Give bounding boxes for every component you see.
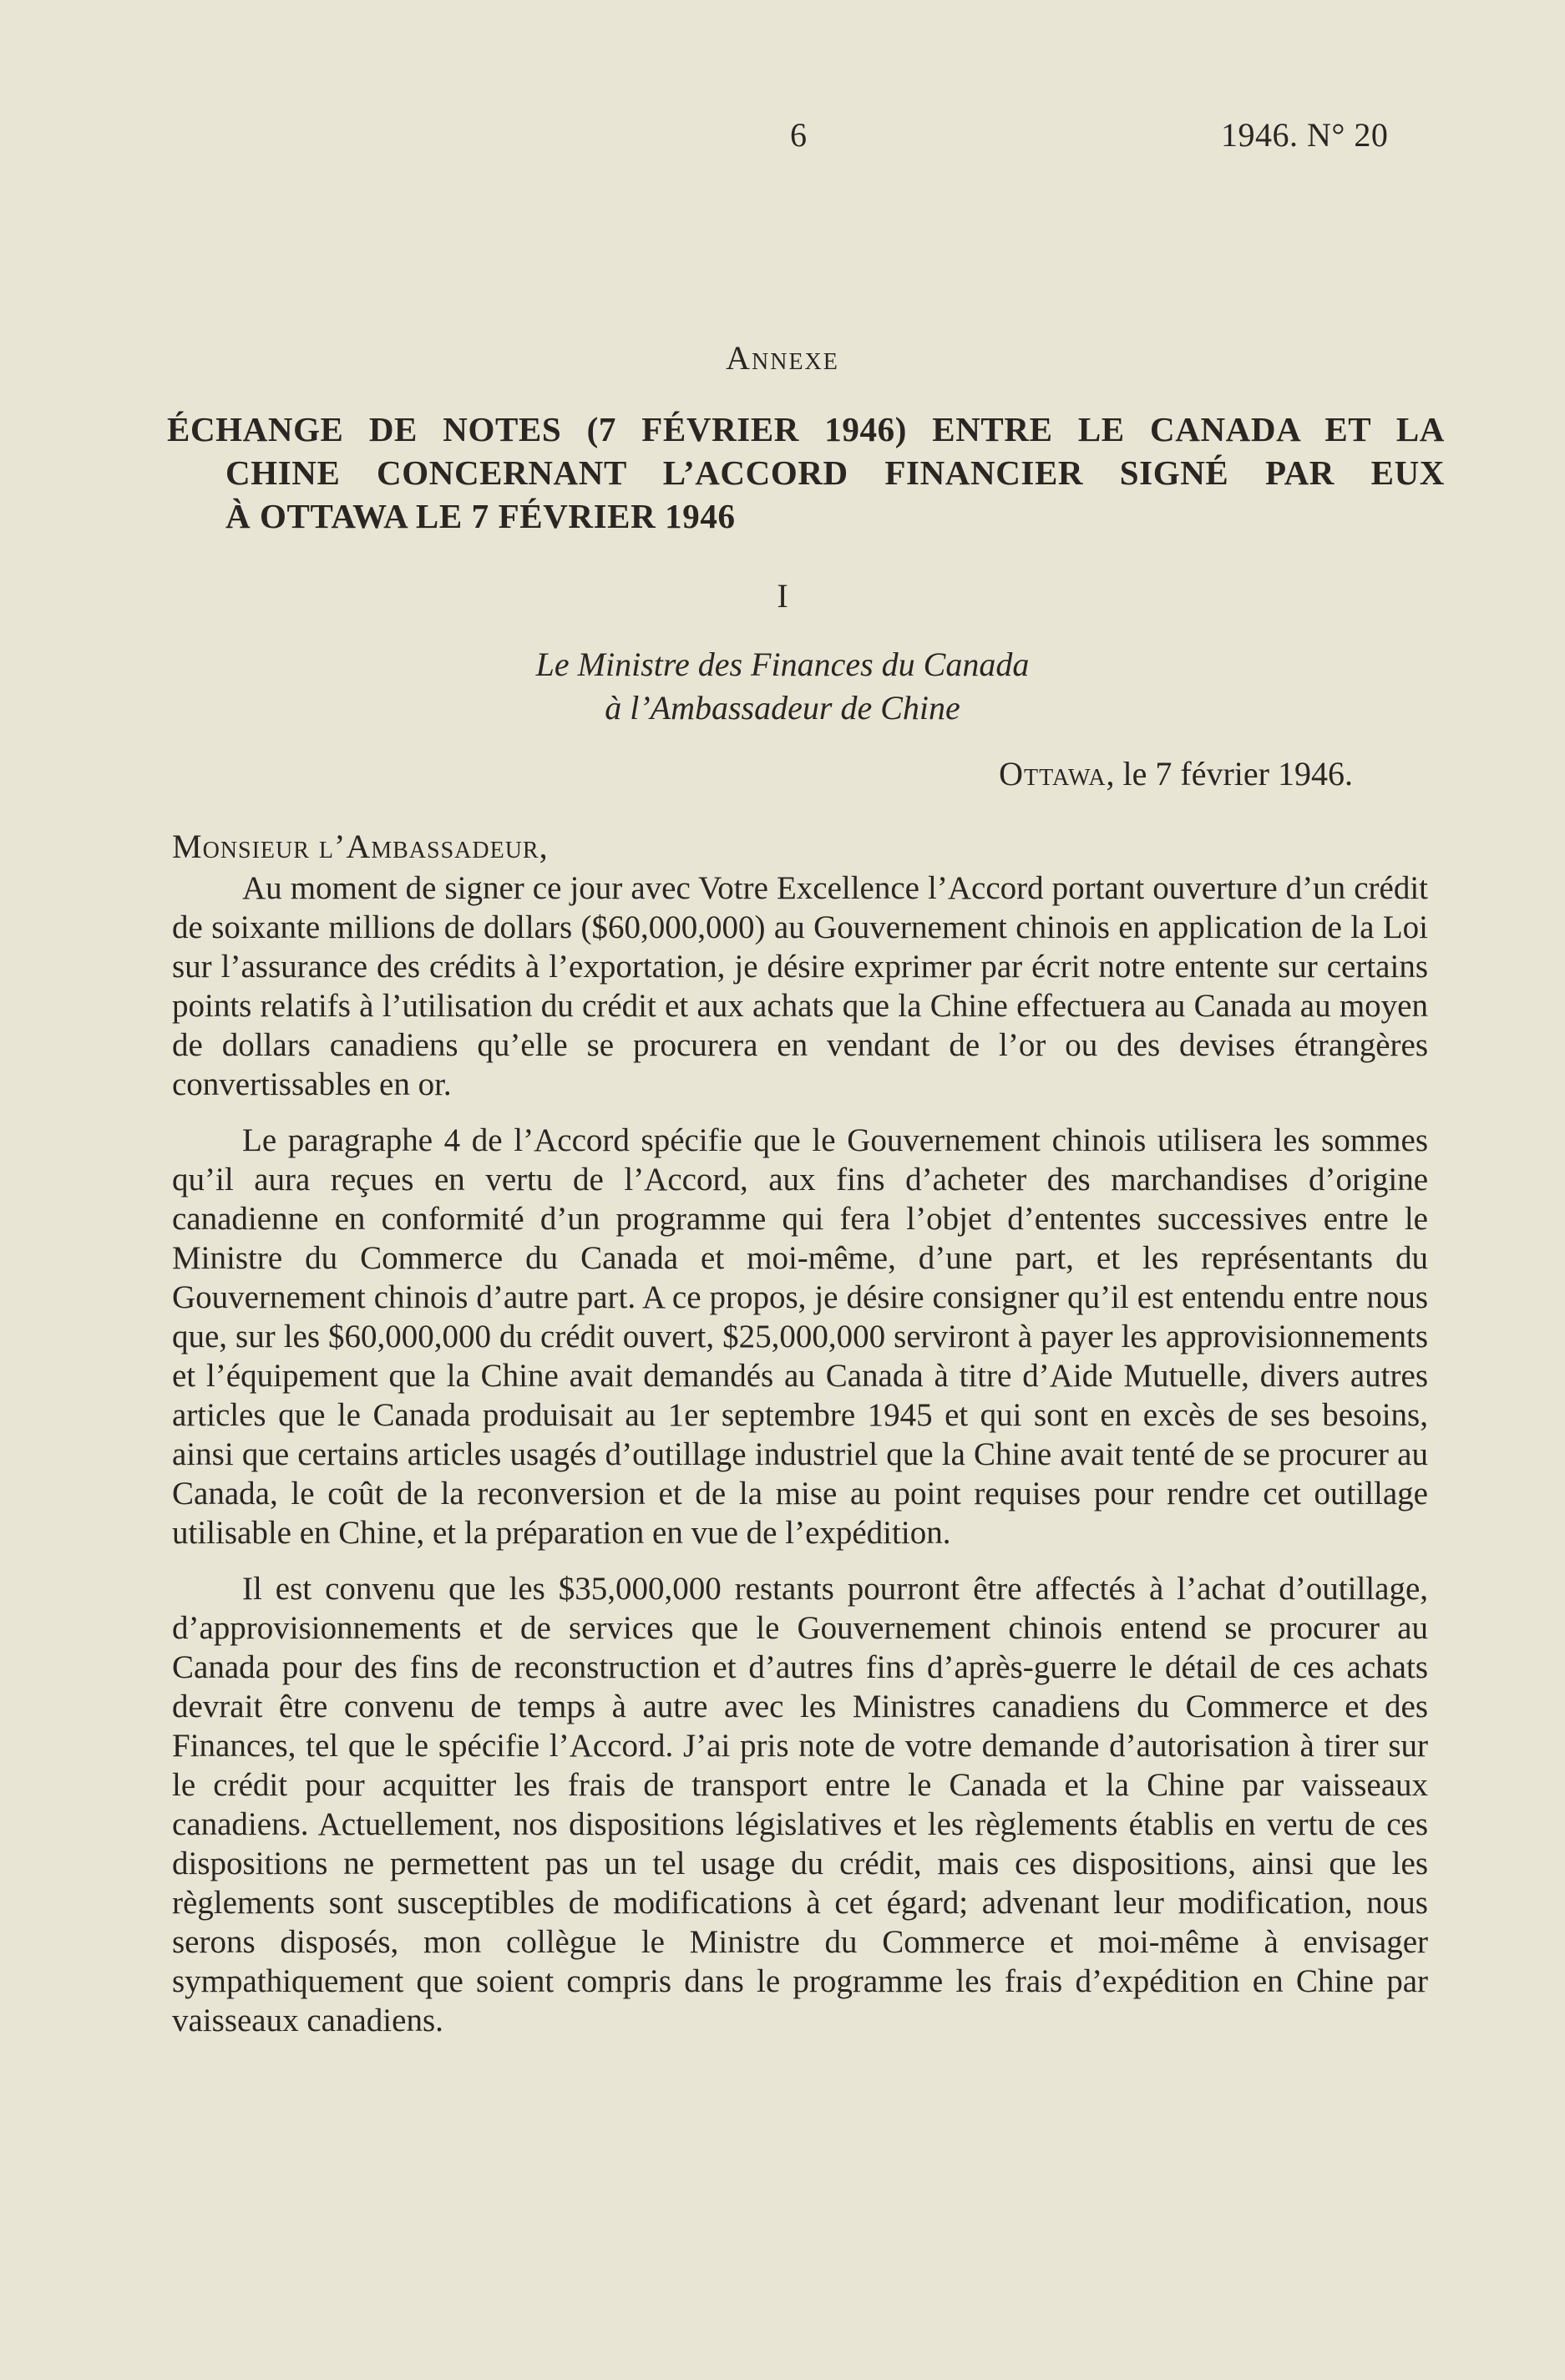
letter-place: Ottawa [999, 755, 1107, 792]
letter-date: , le 7 février 1946. [1106, 755, 1353, 792]
document-reference: 1946. N° 20 [1221, 116, 1389, 154]
letter-recipient: à l’Ambassadeur de Chine [605, 689, 960, 727]
letter-body [172, 868, 1428, 2040]
letter-dateline [999, 754, 1353, 793]
paragraph-1: Au moment de signer ce jour avec Votre Excellence l’Accord portant ouverture d’un crédit de soixante millions de dollars ($60,000,000) au Gouvernement chinois en application de la Loi sur l’assurance des crédits à l’exportation, je désire exprimer par écrit notre entente sur certains points relatifs à l’utilisation du crédit et aux achats que la Chine effectuera au Canada au moyen de dollars canadiens qu’elle se procurera en vendant de l’or ou des devises étrangères convertissables en or. [172, 870, 1428, 1102]
heading-line-2: CHINE CONCERNANT L’ACCORD FINANCIER SIGNÉ PAR EUX [225, 453, 1445, 492]
heading-line-3: À OTTAWA LE 7 FÉVRIER 1946 [225, 497, 736, 535]
letter-addressing [0, 643, 1565, 730]
main-heading [167, 408, 1445, 538]
paragraph-3: Il est convenu que les $35,000,000 restants pourront être affectés à l’achat d’outillage, d’approvisionnements et de services que le Gouvernement chinois entend se procurer au Canada pour des fins de reconstruction et d’autres fins d’après-guerre le détail de ces achats devrait être convenu de temps à autre avec les Ministres canadiens du Commerce et des Finances, tel que le spécifie l’Accord. J’ai pris note de votre demande d’autorisation à tirer sur le crédit pour acquitter les frais de transport entre le Canada et la Chine par vaisseaux canadiens. Actuellement, nos dispositions législatives et les règlements établis en vertu de ces dispositions ne permettent pas un tel usage du crédit, mais ces dispositions, ainsi que les règlements sont susceptibles de modifications à cet égard; advenant leur modification, nous serons disposés, mon collègue le Ministre du Commerce et moi-même à envisager sympathiquement que soient compris dans le programme les frais d’expédition en Chine par vaisseaux canadiens. [172, 1571, 1428, 2038]
letter-salutation: Monsieur l’Ambassadeur, [172, 828, 549, 865]
annex-label: Annexe [726, 339, 839, 377]
section-number: I [777, 577, 788, 615]
paragraph-2: Le paragraphe 4 de l’Accord spécifie que le Gouvernement chinois utilisera les sommes qu’il aura reçues en vertu de l’Accord, aux fins d’acheter des marchandises d’origine canadienne en conformité d’un programme qui fera l’objet d’ententes successives entre le Ministre du Commerce du Canada et moi-même, d’une part, et les représentants du Gouvernement chinois d’autre part. A ce propos, je désire consigner qu’il est entendu entre nous que, sur les $60,000,000 du crédit ouvert, $25,000,000 serviront à payer les approvisionnements et l’équipement que la Chine avait demandés au Canada à titre d’Aide Mutuelle, divers autres articles que le Canada produisait au 1er septembre 1945 et qui sont en excès de ses besoins, ainsi que certains articles usagés d’outillage industriel que la Chine avait tenté de se procurer au Canada, le coût de la reconversion et de la mise au point requises pour rendre cet outillage utilisable en Chine, et la préparation en vue de l’expédition. [172, 1122, 1428, 1551]
page-number: 6 [790, 116, 808, 154]
heading-line-1: ÉCHANGE DE NOTES (7 FÉVRIER 1946) ENTRE LE CANADA ET LA [167, 410, 1445, 448]
letter-sender: Le Ministre des Finances du Canada [535, 646, 1030, 683]
